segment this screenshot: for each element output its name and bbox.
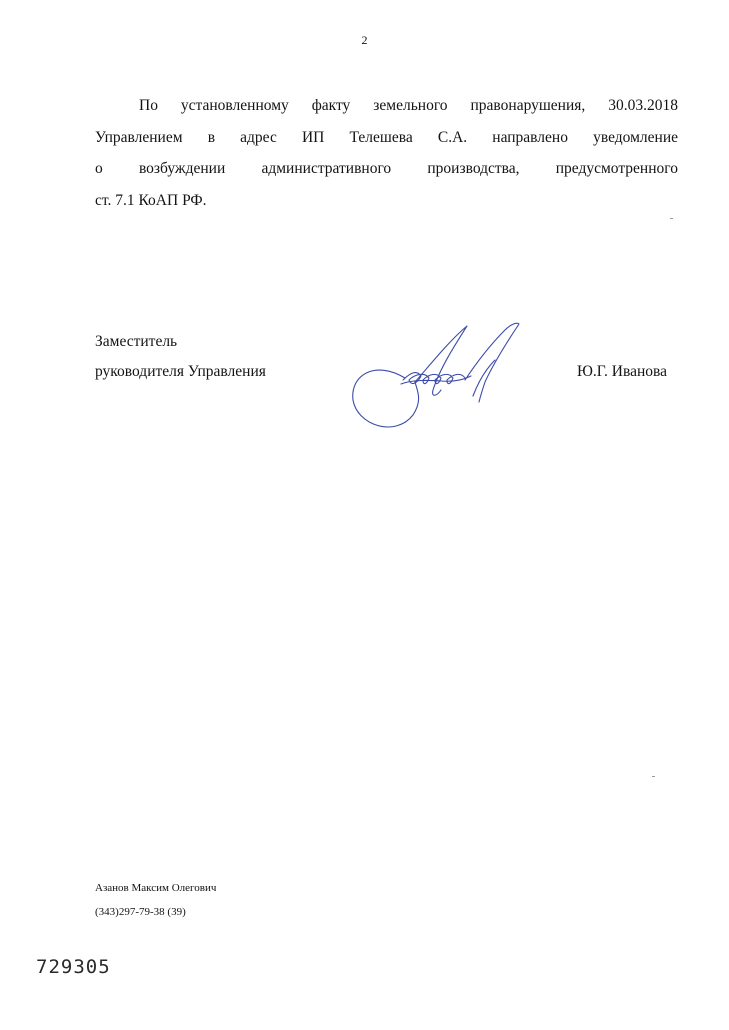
main-paragraph (95, 90, 678, 216)
signer-name: Ю.Г. Иванова (577, 363, 667, 380)
document-code: 729305 (36, 956, 111, 978)
page-number: 2 (361, 33, 368, 47)
paragraph-line: По установленному факту земельного правонарушения, 30.03.2018 (139, 97, 678, 114)
signer-position-line2: руководителя Управления (95, 363, 266, 380)
scan-speck (652, 776, 655, 777)
paragraph-line: Управлением в адрес ИП Телешева С.А. направлено уведомление (95, 128, 678, 146)
scan-speck (670, 218, 673, 219)
executor-name: Азанов Максим Олегович (95, 882, 217, 894)
signer-position-line1: Заместитель (95, 333, 178, 350)
executor-info (95, 876, 216, 924)
executor-phone: (343)297-79-38 (39) (95, 906, 186, 918)
handwritten-signature (345, 320, 535, 438)
paragraph-line: о возбуждении административного производства, предусмотренного (95, 160, 678, 177)
letter-body (95, 90, 678, 216)
paragraph-line: ст. 7.1 КоАП РФ. (95, 191, 207, 209)
